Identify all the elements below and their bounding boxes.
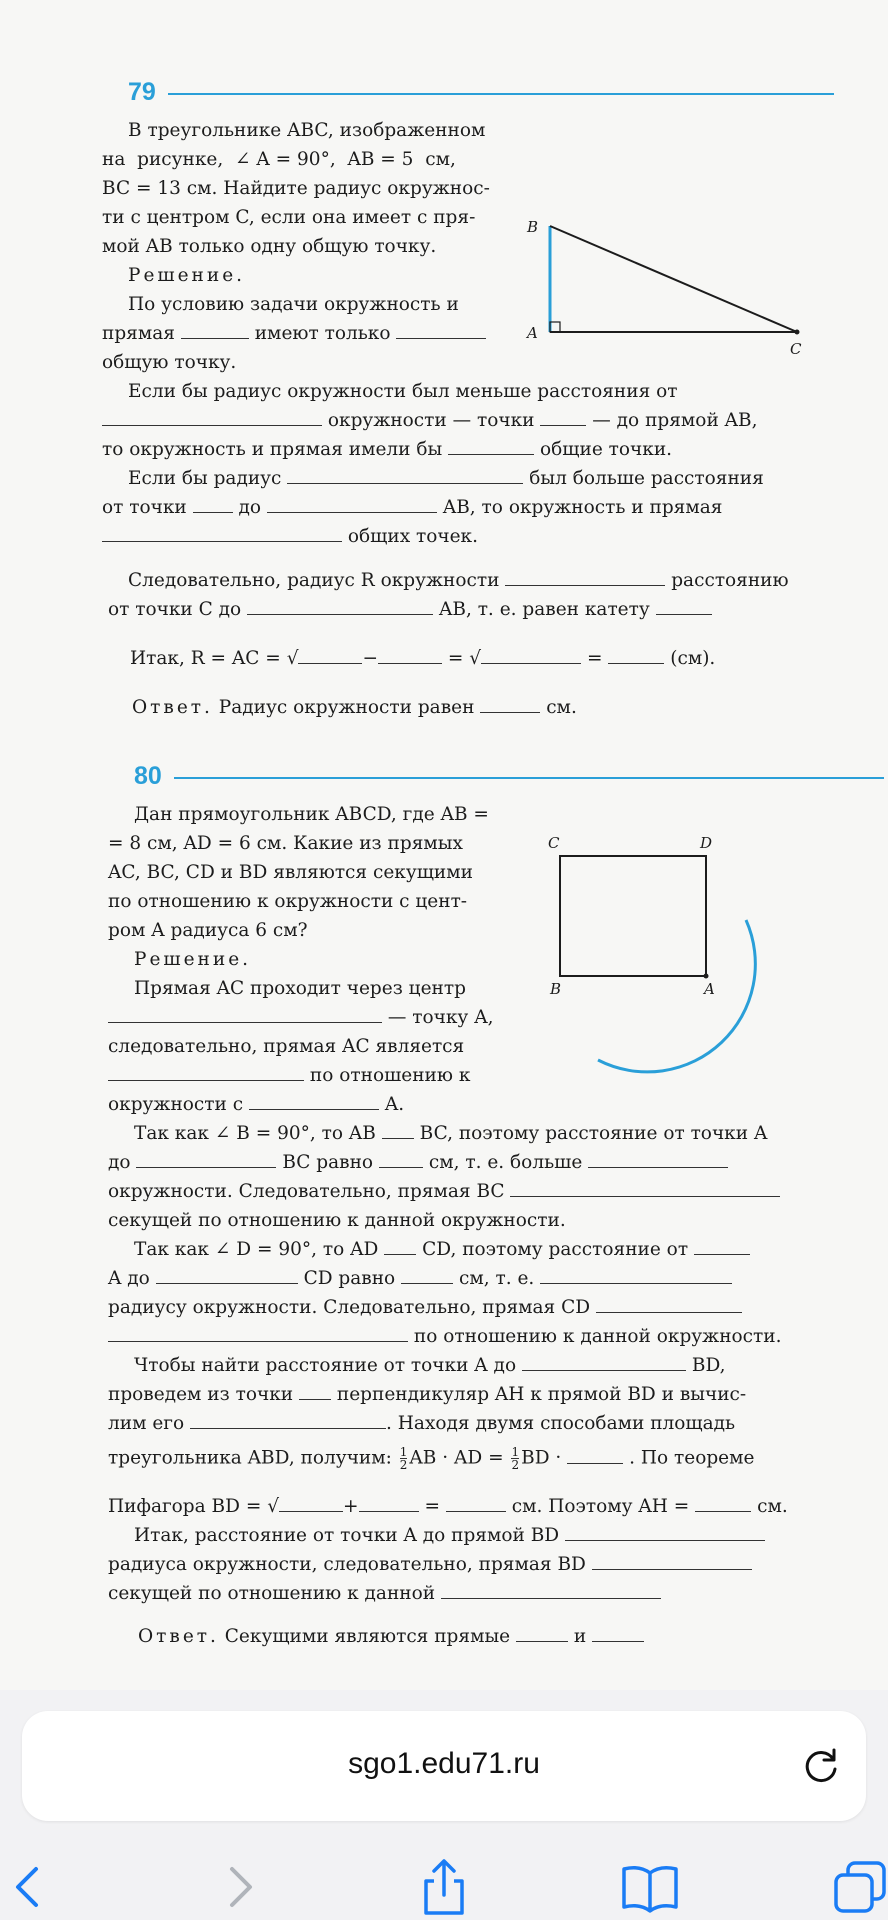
p80-t7: до BC равно см, т. е. больше — [108, 1152, 728, 1174]
p80-t14: Чтобы найти расстояние от точки A до BD, — [134, 1355, 726, 1376]
p79-s4a: Следовательно, радиус R окружности расстоянию — [128, 570, 789, 591]
fig80-label-a: A — [704, 980, 715, 998]
browser-bottom-bar — [0, 1690, 888, 1920]
p79-line-3: BC = 13 см. Найдите радиус окружнос- — [102, 178, 490, 199]
p80-line-1: Дан прямоугольник ABCD, где AB = — [134, 804, 489, 825]
p79-s1b: прямая имеют только — [102, 323, 486, 345]
p80-line-2: = 8 см, AD = 6 см. Какие из прямых — [108, 833, 463, 854]
p79-s2b: окружности — точки — до прямой AB, — [102, 410, 758, 432]
p80-t2: — точку A, — [108, 1007, 493, 1029]
tabs-icon[interactable] — [830, 1857, 888, 1917]
p79-s1a: По условию задачи окружность и — [128, 294, 459, 315]
problem-80-rule — [174, 777, 884, 779]
p80-t11: A до CD равно см, т. е. — [108, 1268, 732, 1290]
p80-solution-label: Решение. — [134, 949, 252, 970]
p80-t6: Так как ∠ B = 90°, то AB BC, поэтому расстояние от точки A — [134, 1123, 768, 1144]
p80-t17: треугольника ABD, получим: $\frac{1}{2}$ AB · AD = $\frac{1}{2}$ BD · . По теореме — [108, 1445, 755, 1472]
p80-t18: Пифагора BD = √ + = см. Поэтому AH = см. — [108, 1496, 788, 1517]
p80-t9: секущей по отношению к данной окружности. — [108, 1210, 566, 1231]
p80-t15: проведем из точки перпендикуляр AH к прямой BD и вычис- — [108, 1384, 747, 1405]
p80-t3: следовательно, прямая AC является — [108, 1036, 465, 1057]
fig80-label-d: D — [700, 834, 713, 852]
p80-line-3: AC, BC, CD и BD являются секущими — [108, 862, 473, 883]
back-icon[interactable] — [0, 1857, 60, 1917]
p80-line-4: по отношению к окружности с цент- — [108, 891, 468, 912]
p80-answer: Ответ. Секущими являются прямые и — [138, 1626, 644, 1648]
share-icon[interactable] — [414, 1857, 474, 1917]
p80-t4: по отношению к — [108, 1065, 470, 1087]
p79-s3c: общих точек. — [102, 526, 478, 548]
p79-s3a: Если бы радиус был больше расстояния — [128, 468, 764, 489]
problem-79-number: 79 — [128, 78, 156, 106]
browser-toolbar — [0, 1847, 888, 1920]
p80-t16: лим его . Находя двумя способами площадь — [108, 1413, 736, 1434]
p80-line-5: ром A радиуса 6 см? — [108, 920, 308, 941]
rectangle-abcd-figure — [540, 830, 830, 1090]
triangle-abc-figure — [522, 210, 822, 360]
p79-line-1: В треугольнике ABC, изображенном — [128, 120, 486, 141]
reload-icon[interactable] — [798, 1743, 844, 1789]
p79-solution-label: Решение. — [128, 265, 246, 286]
bookmarks-icon[interactable] — [620, 1857, 680, 1917]
p79-s4b: от точки C до AB, т. е. равен катету — [108, 599, 712, 621]
fig79-label-a: A — [527, 324, 538, 342]
p79-s2a: Если бы радиус окружности был меньше расстояния от — [128, 381, 678, 402]
p80-t5: окружности с A. — [108, 1094, 405, 1115]
fig80-label-c: C — [548, 834, 560, 852]
p80-t12: радиусу окружности. Следовательно, прямая CD — [108, 1297, 742, 1319]
forward-icon[interactable] — [208, 1857, 268, 1917]
p79-s3b: от точки до AB, то окружность и прямая — [102, 497, 723, 518]
p79-s2c: то окружность и прямая имели бы общие точки. — [102, 439, 673, 460]
p80-t19: Итак, расстояние от точки A до прямой BD — [134, 1525, 765, 1547]
p80-t1: Прямая AC проходит через центр — [134, 978, 466, 999]
problem-80-number: 80 — [134, 762, 162, 790]
p79-line-5: мой AB только одну общую точку. — [102, 236, 437, 257]
fig79-label-c: C — [790, 340, 802, 358]
url-text[interactable]: sgo1.edu71.ru — [348, 1747, 540, 1780]
p80-t20: радиуса окружности, следовательно, прямая BD — [108, 1554, 752, 1576]
p80-t10: Так как ∠ D = 90°, то AD CD, поэтому расстояние от — [134, 1239, 750, 1261]
problem-79-rule — [168, 93, 834, 95]
address-bar[interactable] — [22, 1711, 866, 1821]
fig79-label-b: B — [527, 218, 539, 236]
p80-t21: секущей по отношению к данной — [108, 1583, 661, 1605]
p80-t13: по отношению к данной окружности. — [108, 1326, 781, 1348]
p79-s1c: общую точку. — [102, 352, 237, 373]
p79-line-2: на рисунке, ∠ A = 90°, AB = 5 см, — [102, 149, 456, 170]
p80-t8: окружности. Следовательно, прямая BC — [108, 1181, 780, 1203]
p79-answer: Ответ. Радиус окружности равен см. — [132, 697, 577, 718]
fig80-label-b: B — [550, 980, 562, 998]
p79-line-4: ти с центром C, если она имеет с пря- — [102, 207, 476, 228]
p79-formula: Итак, R = AC = √ − = √ = (см). — [130, 648, 716, 669]
